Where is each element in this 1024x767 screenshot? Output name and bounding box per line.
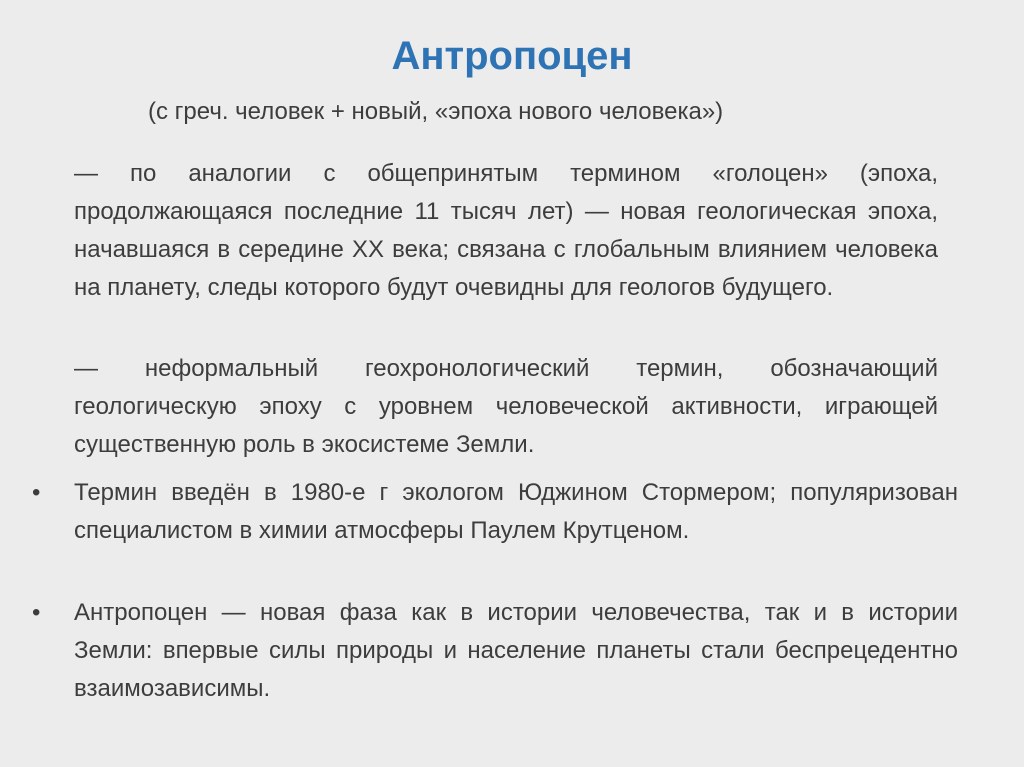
definition-paragraph-1: — по аналогии с общепринятым термином «голоцен» (эпоха, продолжающаяся последние 11 тысяч лет) — новая геологическая эпоха, начавшаяся в середине XX века; связана с глобальным влиянием человека на планету, следы которого будут очевидны для геологов будущего. xyxy=(74,160,938,301)
bullet-marker-2: • xyxy=(32,599,41,626)
definition-paragraph-2: — неформальный геохронологический термин, обозначающий геологическую эпоху с уровнем человеческой активности, играющей существенную роль в экосистеме Земли. xyxy=(74,355,938,458)
slide-title: Антропоцен xyxy=(391,34,633,78)
bullet-item-1: Термин введён в 1980-е г экологом Юджином Стормером; популяризован специалистом в химии атмосферы Паулем Крутценом. xyxy=(74,479,958,544)
bullet-marker-1: • xyxy=(32,479,41,506)
slide-subtitle: (с греч. человек + новый, «эпоха нового человека») xyxy=(148,98,724,125)
bullet-item-2: Антропоцен — новая фаза как в истории человечества, так и в истории Земли: впервые силы природы и население планеты стали беспрецедентно взаимозависимы. xyxy=(74,599,958,702)
